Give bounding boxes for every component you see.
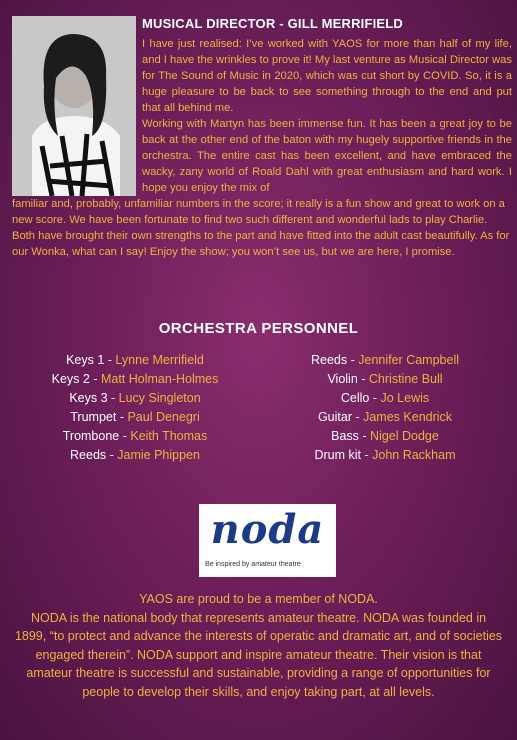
noda-logo-tagline: Be inspired by amateur theatre <box>205 561 301 568</box>
noda-description: NODA is the national body that represents amateur theatre. NODA was founded in 1899, “to protect and advance the interests of operatic and dramatic art, and of societies engaged therein”. NODA support and inspire amateur theatre. Their vision is that amateur theatre is successful and sustainable, providing a range of opportunities for people to develop their skills, and enjoy taking part, at all levels. <box>14 610 503 699</box>
personnel-row: Guitar - James Kendrick <box>317 410 453 424</box>
bio-text-bottom <box>12 196 512 260</box>
portrait-illustration <box>12 16 136 196</box>
personnel-row: Drum kit - John Rackham <box>314 448 456 462</box>
personnel-row: Trombone - Keith Thomas <box>62 429 208 443</box>
personnel-row: Reeds - Jamie Phippen <box>70 448 200 462</box>
personnel-row: Bass - Nigel Dodge <box>331 429 439 443</box>
bio-paragraph-2-top: Working with Martyn has been immense fun. It has been a great joy to be back at the other end of the baton with my hugely supportive friends in the orchestra. The entire cast has been excellent, and have embraced the wacky, zany world of Roald Dahl with great enthusiasm and hard work. I hope you enjoy the mix of <box>142 118 512 194</box>
bio-paragraph-2-bottom: familiar and, probably, unfamiliar numbers in the score; it really is a fun show and great to work on a new score. We have been fortunate to find two such different and wonderful lads to play Charlie. Both have brought their own strengths to the part and have fitted into the adult cast beautifully. As for our Wonka, what can I say! Enjoy the show; you won’t see us, but we are here, I promise. <box>12 198 510 258</box>
personnel-row: Reeds - Jennifer Campbell <box>311 353 459 367</box>
orchestra-heading: ORCHESTRA PERSONNEL <box>158 320 359 337</box>
noda-logo-word: noda <box>210 506 325 553</box>
noda-logo <box>199 504 336 577</box>
orchestra-list-right <box>270 351 500 465</box>
bio-text-top <box>142 36 512 196</box>
personnel-row: Keys 1 - Lynne Merrifield <box>66 353 204 367</box>
orchestra-list-left <box>30 351 240 465</box>
personnel-row: Cello - Jo Lewis <box>340 391 430 405</box>
bio-paragraph-1: I have just realised: I’ve worked with YAOS for more than half of my life, and I have the wrinkles to prove it! My last venture as Musical Director was for The Sound of Music in 2020, which was cut short by COVID. So, it is a huge pleasure to be back to see something through to the end and put that all behind me. <box>142 38 512 114</box>
noda-info <box>14 590 503 702</box>
noda-membership-line: YAOS are proud to be a member of NODA. <box>139 592 378 606</box>
personnel-row: Trumpet - Paul Denegri <box>70 410 200 424</box>
portrait-photo <box>12 16 136 196</box>
personnel-row: Keys 2 - Matt Holman-Holmes <box>51 372 219 386</box>
personnel-row: Violin - Christine Bull <box>327 372 443 386</box>
bio-heading: MUSICAL DIRECTOR - GILL MERRIFIELD <box>142 16 404 31</box>
personnel-row: Keys 3 - Lucy Singleton <box>69 391 201 405</box>
